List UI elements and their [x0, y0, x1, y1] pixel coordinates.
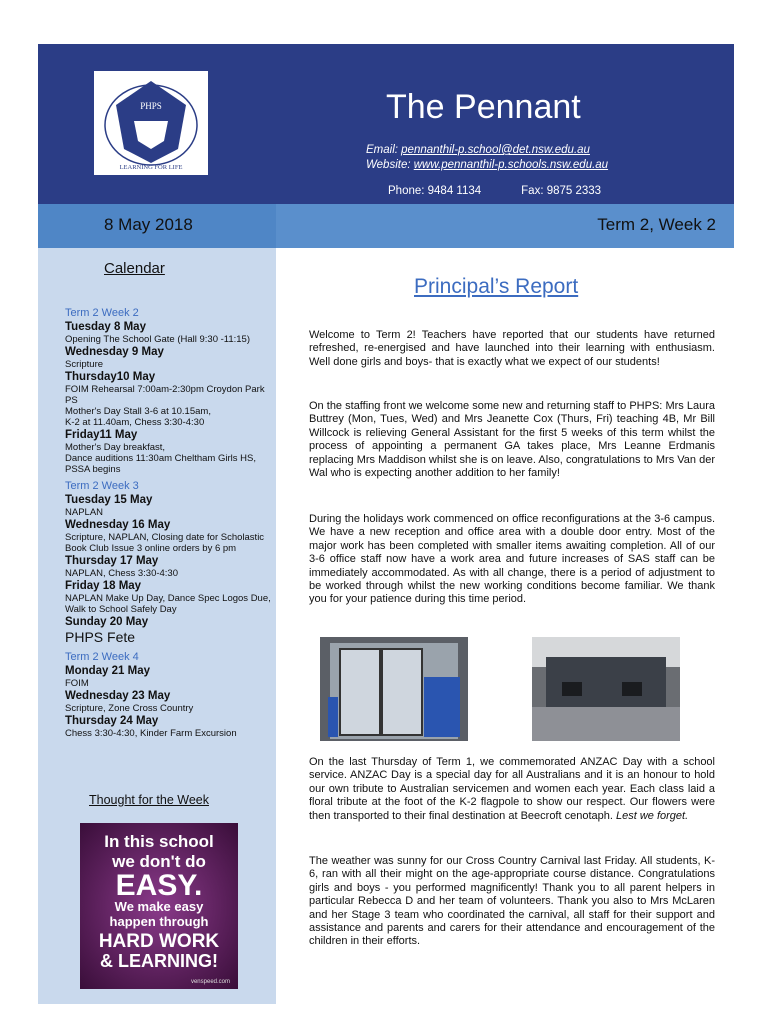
calendar-day: Friday 18 May	[65, 580, 142, 592]
report-paragraph: During the holidays work commenced on office reconfigurations at the 3-6 campus. We have a new reception and office area with a double door entry. Most of the major work has been completed with smaller items awaiting completion. All of our 3-6 office staff now have a work area and future increases of SAS staff can be immediately accommodated. As with all change, there is a period of adjustment to be worked through whilst the new working conditions become familiar. We thank you for your patience during this time period.	[309, 513, 715, 606]
newsletter-page	[38, 44, 734, 1004]
calendar-event: NAPLAN Make Up Day, Dance Spec Logos Due, Walk to School Safely Day	[65, 593, 271, 615]
calendar-day: Friday11 May	[65, 429, 138, 441]
calendar-day: Wednesday 9 May	[65, 346, 164, 358]
calendar-day: Wednesday 16 May	[65, 519, 171, 531]
calendar-day: Thursday 17 May	[65, 555, 159, 567]
poster-line: EASY.	[115, 869, 203, 902]
office-entrance-photo	[320, 637, 468, 741]
calendar-day: Thursday 24 May	[65, 715, 159, 727]
poster-line: we don't do	[112, 852, 206, 871]
lest-we-forget: Lest we forget.	[615, 809, 689, 822]
calendar-event: Mother's Day breakfast,	[65, 442, 166, 453]
anzac-text: On the last Thursday of Term 1, we commemorated ANZAC Day with a school service. ANZAC Day is a special day for all Australians and it is an honour to hold our own tribute to Australian servicemen and women each year. Each class laid a floral tribute at the foot of the K-2 flagpole to show our respect. Our flowers were then transported to their final destination at Beecroft cenotaph.	[309, 756, 715, 822]
newsletter-title: The Pennant	[386, 88, 581, 126]
calendar-day: Sunday 20 May	[65, 616, 149, 628]
report-title: Principal’s Report	[414, 275, 579, 298]
calendar-event: FOIM	[65, 678, 89, 689]
thought-title: Thought for the Week	[89, 793, 209, 807]
poster-line: happen through	[109, 914, 209, 929]
website-link[interactable]: www.pennanthil-p.schools.nsw.edu.au	[413, 159, 609, 171]
calendar-event: Scripture	[65, 359, 104, 370]
contact-details	[366, 143, 608, 173]
calendar-week-heading: Term 2 Week 2	[65, 307, 139, 319]
calendar-event: Chess 3:30-4:30, Kinder Farm Excursion	[65, 728, 237, 739]
email-label: Email:	[366, 144, 398, 156]
issue-date: 8 May 2018	[104, 215, 193, 234]
calendar-event: Scripture, Zone Cross Country	[65, 703, 194, 714]
calendar-day: Thursday10 May	[65, 371, 156, 383]
poster-line: In this school	[104, 832, 214, 851]
poster-line: & LEARNING!	[100, 951, 218, 971]
thought-poster	[80, 823, 238, 989]
phone-number: Phone: 9484 1134	[388, 185, 482, 197]
report-paragraph	[309, 756, 715, 823]
calendar-event: Opening The School Gate (Hall 9:30 -11:15)	[65, 334, 251, 345]
calendar-week-heading: Term 2 Week 3	[65, 480, 139, 492]
fax-number: Fax: 9875 2333	[521, 185, 602, 197]
report-paragraph: The weather was sunny for our Cross Country Carnival last Friday. All students, K-6, ran with all their might on the age-appropriate course distance. Congratulations girls and boys - you performed magnificently! Thank you to all parent helpers in particular Rebecca D and her team of volunteers. Thank you also to Mrs McLaren and her Stage 3 team who coordinated the carnival, all staff for their support and assistance and parents and carers for their attendance and encouragement of the children in their efforts.	[309, 855, 715, 948]
report-paragraph: On the staffing front we welcome some new and returning staff to PHPS: Mrs Laura Buttrey (Mon, Tues, Wed) and Mrs Jeanette Cox (Thurs, Fri) teaching 4B, Mr Bill Willcock is relieving General Assistant for the first 5 weeks of this term whilst the process of appointing a permanent GA takes place, Mrs Leanne Erdmanis replacing Mrs Maddison whilst she is on leave. Also, congratulations to Mrs Van der Wal who is expecting another addition to her family!	[309, 400, 715, 480]
svg-text:LEARNING FOR LIFE: LEARNING FOR LIFE	[119, 164, 183, 171]
term-week: Term 2, Week 2	[597, 215, 716, 234]
phone-fax	[388, 185, 601, 197]
svg-text:PHPS: PHPS	[140, 101, 162, 111]
website-label: Website:	[366, 159, 411, 171]
calendar-list	[65, 308, 275, 739]
email-link[interactable]: pennanthil-p.school@det.nsw.edu.au	[401, 144, 590, 156]
calendar-event: Dance auditions 11:30am Cheltham Girls HS, PSSA begins	[65, 453, 256, 475]
poster-line: HARD WORK	[98, 931, 220, 952]
calendar-day: Monday 21 May	[65, 665, 150, 677]
calendar-title: Calendar	[104, 260, 165, 277]
calendar-day: Wednesday 23 May	[65, 690, 171, 702]
poster-credit: venspeed.com	[190, 979, 230, 985]
calendar-week-heading: Term 2 Week 4	[65, 651, 139, 663]
calendar-event: Scripture, NAPLAN, Closing date for Scholastic Book Club Issue 3 online orders by 6 pm	[65, 532, 265, 554]
calendar-day: Tuesday 15 May	[65, 494, 153, 506]
report-paragraph: Welcome to Term 2! Teachers have reported that our students have returned refreshed, re-energised and have launched into their learning with enthusiasm. Well done girls and boys- that is exactly what we expect of our students!	[309, 329, 715, 368]
calendar-day: Tuesday 8 May	[65, 321, 146, 333]
calendar-event: NAPLAN, Chess 3:30-4:30	[65, 568, 179, 579]
calendar-event: NAPLAN	[65, 507, 104, 518]
office-reception-photo	[532, 637, 680, 741]
calendar-event: FOIM Rehearsal 7:00am-2:30pm Croydon Park PS	[65, 384, 265, 406]
calendar-event: K-2 at 11.40am, Chess 3:30-4:30	[65, 417, 205, 428]
school-logo	[94, 71, 208, 175]
calendar-event: Mother's Day Stall 3-6 at 10.15am,	[65, 406, 211, 417]
calendar-event: PHPS Fete	[65, 629, 136, 645]
masthead	[38, 44, 734, 204]
poster-line: We make easy	[114, 899, 204, 914]
